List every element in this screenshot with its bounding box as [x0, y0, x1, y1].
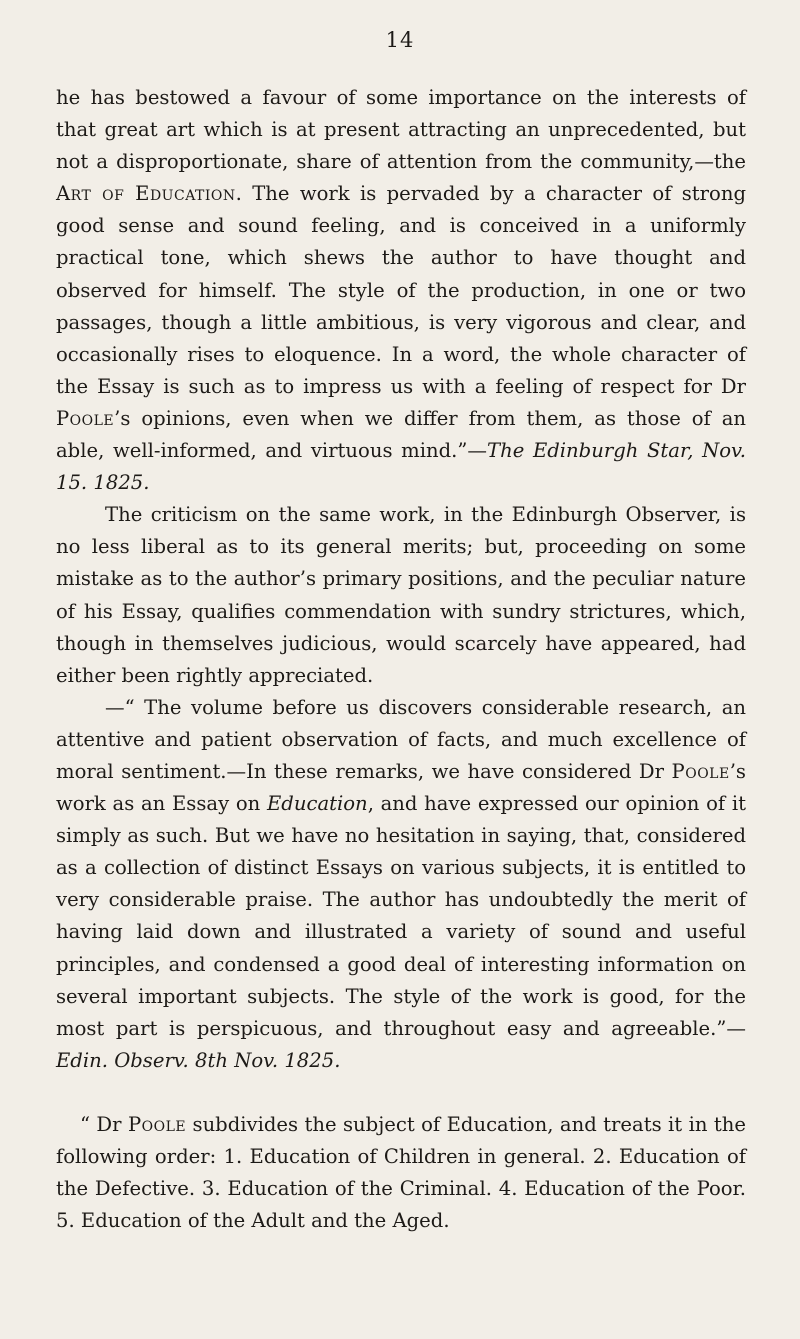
review-edinburgh-observer-quote: —“ The volume before us discovers considerable research, an attentive and patient observation of facts, and much excellence of moral sentiment.—In these remarks, we have considered Dr Poole’s work as an Essay on Education, and have expressed our opinion of it simply as such. But we have no hesitation in saying, that, considered as a collection of distinct Essays on various subjects, it is entitled to very considerable praise. The author has undoubtedly the merit of having laid down and illustrated a variety of sound and useful principles, and condensed a good deal of interesting information on several important subjects. The style of the work is good, for the most part is perspicuous, and throughout easy and agreeable.”—Edin. Observ. 8th Nov. 1825.: [56, 695, 746, 1072]
summary-paragraph: “ Dr Poole subdivides the subject of Education, and treats it in the following order: 1. Education of Children in general. 2. Education of the Defective. 3. Education of the Criminal. 4. Education of the Poor. 5. Education of the Adult and the Aged.: [56, 1112, 746, 1233]
author-name: Poole: [56, 406, 115, 430]
page-body: [56, 82, 746, 1237]
author-name: Poole: [671, 759, 730, 783]
review-edinburgh-star: he has bestowed a favour of some importance on the interests of that great art which is at present attracting an unprecedented, but not a disproportionate, share of attention from the community,—the Art of Education. The work is pervaded by a character of strong good sense and sound feeling, and is conceived in a uniformly practical tone, which shews the author to have thought and observed for himself. The style of the production, in one or two passages, though a little ambitious, is very vigorous and clear, and occasionally rises to eloquence. In a word, the whole character of the Essay is such as to impress us with a feeling of respect for Dr Poole’s opinions, even when we differ from them, as those of an able, well-informed, and virtuous mind.”—The Edinburgh Star, Nov. 15. 1825.: [56, 86, 746, 495]
art-of-education: Art of Education: [56, 182, 236, 206]
review-edinburgh-observer-intro: The criticism on the same work, in the Edinburgh Observer, is no less liberal as to its general merits; but, proceeding on some mistake as to the author’s primary positions, and the peculiar nature of his Essay, qualifies commendation with sundry strictures, which, though in themselves judicious, would scarcely have appeared, had either been rightly appreciated.: [56, 503, 746, 687]
citation-edinburgh-star: The Edinburgh Star, Nov. 15. 1825.: [56, 439, 746, 495]
page-number: 14: [385, 28, 415, 52]
author-name: Poole: [127, 1112, 187, 1136]
education-word: Education: [267, 792, 368, 816]
citation-edinburgh-observer: Edin. Observ. 8th Nov. 1825.: [56, 1048, 341, 1072]
